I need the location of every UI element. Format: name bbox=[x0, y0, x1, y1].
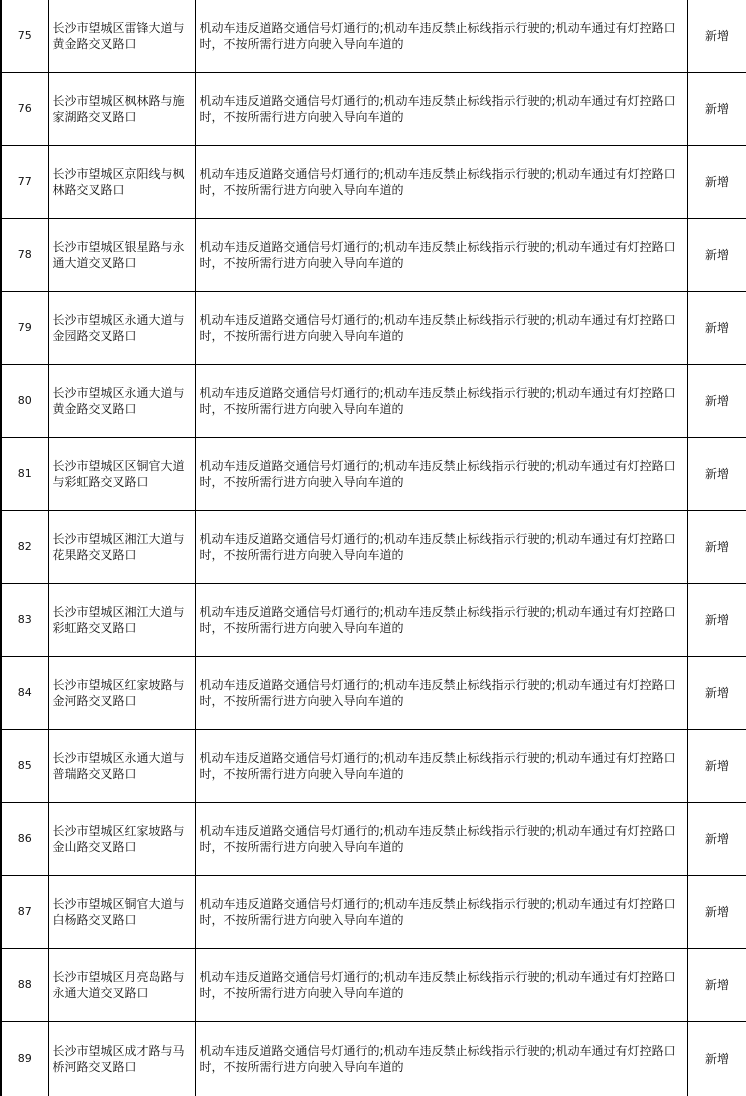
row-number: 83 bbox=[1, 584, 48, 657]
intersection-location: 长沙市望城区雷锋大道与黄金路交叉路口 bbox=[48, 0, 195, 73]
status-label: 新增 bbox=[687, 511, 746, 584]
violation-description: 机动车违反道路交通信号灯通行的;机动车违反禁止标线指示行驶的;机动车通过有灯控路口时，不按所需行进方向驶入导向车道的 bbox=[195, 73, 687, 146]
intersection-location: 长沙市望城区月亮岛路与永通大道交叉路口 bbox=[48, 949, 195, 1022]
violation-description: 机动车违反道路交通信号灯通行的;机动车违反禁止标线指示行驶的;机动车通过有灯控路口时，不按所需行进方向驶入导向车道的 bbox=[195, 949, 687, 1022]
violation-description: 机动车违反道路交通信号灯通行的;机动车违反禁止标线指示行驶的;机动车通过有灯控路口时，不按所需行进方向驶入导向车道的 bbox=[195, 292, 687, 365]
row-number: 76 bbox=[1, 73, 48, 146]
intersection-location: 长沙市望城区铜官大道与白杨路交叉路口 bbox=[48, 876, 195, 949]
table-row bbox=[1, 876, 746, 949]
violation-description: 机动车违反道路交通信号灯通行的;机动车违反禁止标线指示行驶的;机动车通过有灯控路口时，不按所需行进方向驶入导向车道的 bbox=[195, 730, 687, 803]
row-number: 78 bbox=[1, 219, 48, 292]
status-label: 新增 bbox=[687, 876, 746, 949]
row-number: 86 bbox=[1, 803, 48, 876]
status-label: 新增 bbox=[687, 584, 746, 657]
table-row bbox=[1, 949, 746, 1022]
intersection-location: 长沙市望城区红家坡路与金河路交叉路口 bbox=[48, 657, 195, 730]
row-number: 82 bbox=[1, 511, 48, 584]
table-row bbox=[1, 657, 746, 730]
row-number: 77 bbox=[1, 146, 48, 219]
status-label: 新增 bbox=[687, 219, 746, 292]
status-label: 新增 bbox=[687, 73, 746, 146]
intersection-location: 长沙市望城区红家坡路与金山路交叉路口 bbox=[48, 803, 195, 876]
intersection-location: 长沙市望城区永通大道与黄金路交叉路口 bbox=[48, 365, 195, 438]
violation-description: 机动车违反道路交通信号灯通行的;机动车违反禁止标线指示行驶的;机动车通过有灯控路口时，不按所需行进方向驶入导向车道的 bbox=[195, 365, 687, 438]
table-row bbox=[1, 803, 746, 876]
table-row bbox=[1, 511, 746, 584]
violation-description: 机动车违反道路交通信号灯通行的;机动车违反禁止标线指示行驶的;机动车通过有灯控路口时，不按所需行进方向驶入导向车道的 bbox=[195, 219, 687, 292]
row-number: 75 bbox=[1, 0, 48, 73]
table-row bbox=[1, 1022, 746, 1096]
status-label: 新增 bbox=[687, 365, 746, 438]
intersection-location: 长沙市望城区成才路与马桥河路交叉路口 bbox=[48, 1022, 195, 1096]
table-row bbox=[1, 0, 746, 73]
row-number: 89 bbox=[1, 1022, 48, 1096]
status-label: 新增 bbox=[687, 292, 746, 365]
table-row bbox=[1, 730, 746, 803]
intersection-location: 长沙市望城区湘江大道与彩虹路交叉路口 bbox=[48, 584, 195, 657]
row-number: 80 bbox=[1, 365, 48, 438]
intersection-location: 长沙市望城区永通大道与金园路交叉路口 bbox=[48, 292, 195, 365]
violation-description: 机动车违反道路交通信号灯通行的;机动车违反禁止标线指示行驶的;机动车通过有灯控路口时，不按所需行进方向驶入导向车道的 bbox=[195, 511, 687, 584]
row-number: 81 bbox=[1, 438, 48, 511]
intersection-location: 长沙市望城区区铜官大道与彩虹路交叉路口 bbox=[48, 438, 195, 511]
table-row bbox=[1, 146, 746, 219]
table-row bbox=[1, 219, 746, 292]
intersection-location: 长沙市望城区永通大道与普瑞路交叉路口 bbox=[48, 730, 195, 803]
status-label: 新增 bbox=[687, 0, 746, 73]
status-label: 新增 bbox=[687, 803, 746, 876]
violation-description: 机动车违反道路交通信号灯通行的;机动车违反禁止标线指示行驶的;机动车通过有灯控路口时，不按所需行进方向驶入导向车道的 bbox=[195, 657, 687, 730]
table-body bbox=[1, 0, 746, 1096]
table-row bbox=[1, 365, 746, 438]
status-label: 新增 bbox=[687, 657, 746, 730]
violation-description: 机动车违反道路交通信号灯通行的;机动车违反禁止标线指示行驶的;机动车通过有灯控路口时，不按所需行进方向驶入导向车道的 bbox=[195, 1022, 687, 1096]
table-row bbox=[1, 584, 746, 657]
intersection-location: 长沙市望城区京阳线与枫林路交叉路口 bbox=[48, 146, 195, 219]
violation-description: 机动车违反道路交通信号灯通行的;机动车违反禁止标线指示行驶的;机动车通过有灯控路口时，不按所需行进方向驶入导向车道的 bbox=[195, 803, 687, 876]
intersection-location: 长沙市望城区湘江大道与花果路交叉路口 bbox=[48, 511, 195, 584]
status-label: 新增 bbox=[687, 949, 746, 1022]
intersection-location: 长沙市望城区枫林路与施家湖路交叉路口 bbox=[48, 73, 195, 146]
row-number: 79 bbox=[1, 292, 48, 365]
status-label: 新增 bbox=[687, 438, 746, 511]
table-row bbox=[1, 73, 746, 146]
violation-description: 机动车违反道路交通信号灯通行的;机动车违反禁止标线指示行驶的;机动车通过有灯控路口时，不按所需行进方向驶入导向车道的 bbox=[195, 438, 687, 511]
row-number: 84 bbox=[1, 657, 48, 730]
status-label: 新增 bbox=[687, 730, 746, 803]
violation-description: 机动车违反道路交通信号灯通行的;机动车违反禁止标线指示行驶的;机动车通过有灯控路口时，不按所需行进方向驶入导向车道的 bbox=[195, 0, 687, 73]
intersection-location: 长沙市望城区银星路与永通大道交叉路口 bbox=[48, 219, 195, 292]
violation-description: 机动车违反道路交通信号灯通行的;机动车违反禁止标线指示行驶的;机动车通过有灯控路口时，不按所需行进方向驶入导向车道的 bbox=[195, 876, 687, 949]
row-number: 87 bbox=[1, 876, 48, 949]
row-number: 85 bbox=[1, 730, 48, 803]
table-row bbox=[1, 292, 746, 365]
status-label: 新增 bbox=[687, 1022, 746, 1096]
violation-description: 机动车违反道路交通信号灯通行的;机动车违反禁止标线指示行驶的;机动车通过有灯控路口时，不按所需行进方向驶入导向车道的 bbox=[195, 146, 687, 219]
violation-description: 机动车违反道路交通信号灯通行的;机动车违反禁止标线指示行驶的;机动车通过有灯控路口时，不按所需行进方向驶入导向车道的 bbox=[195, 584, 687, 657]
table-row bbox=[1, 438, 746, 511]
row-number: 88 bbox=[1, 949, 48, 1022]
status-label: 新增 bbox=[687, 146, 746, 219]
